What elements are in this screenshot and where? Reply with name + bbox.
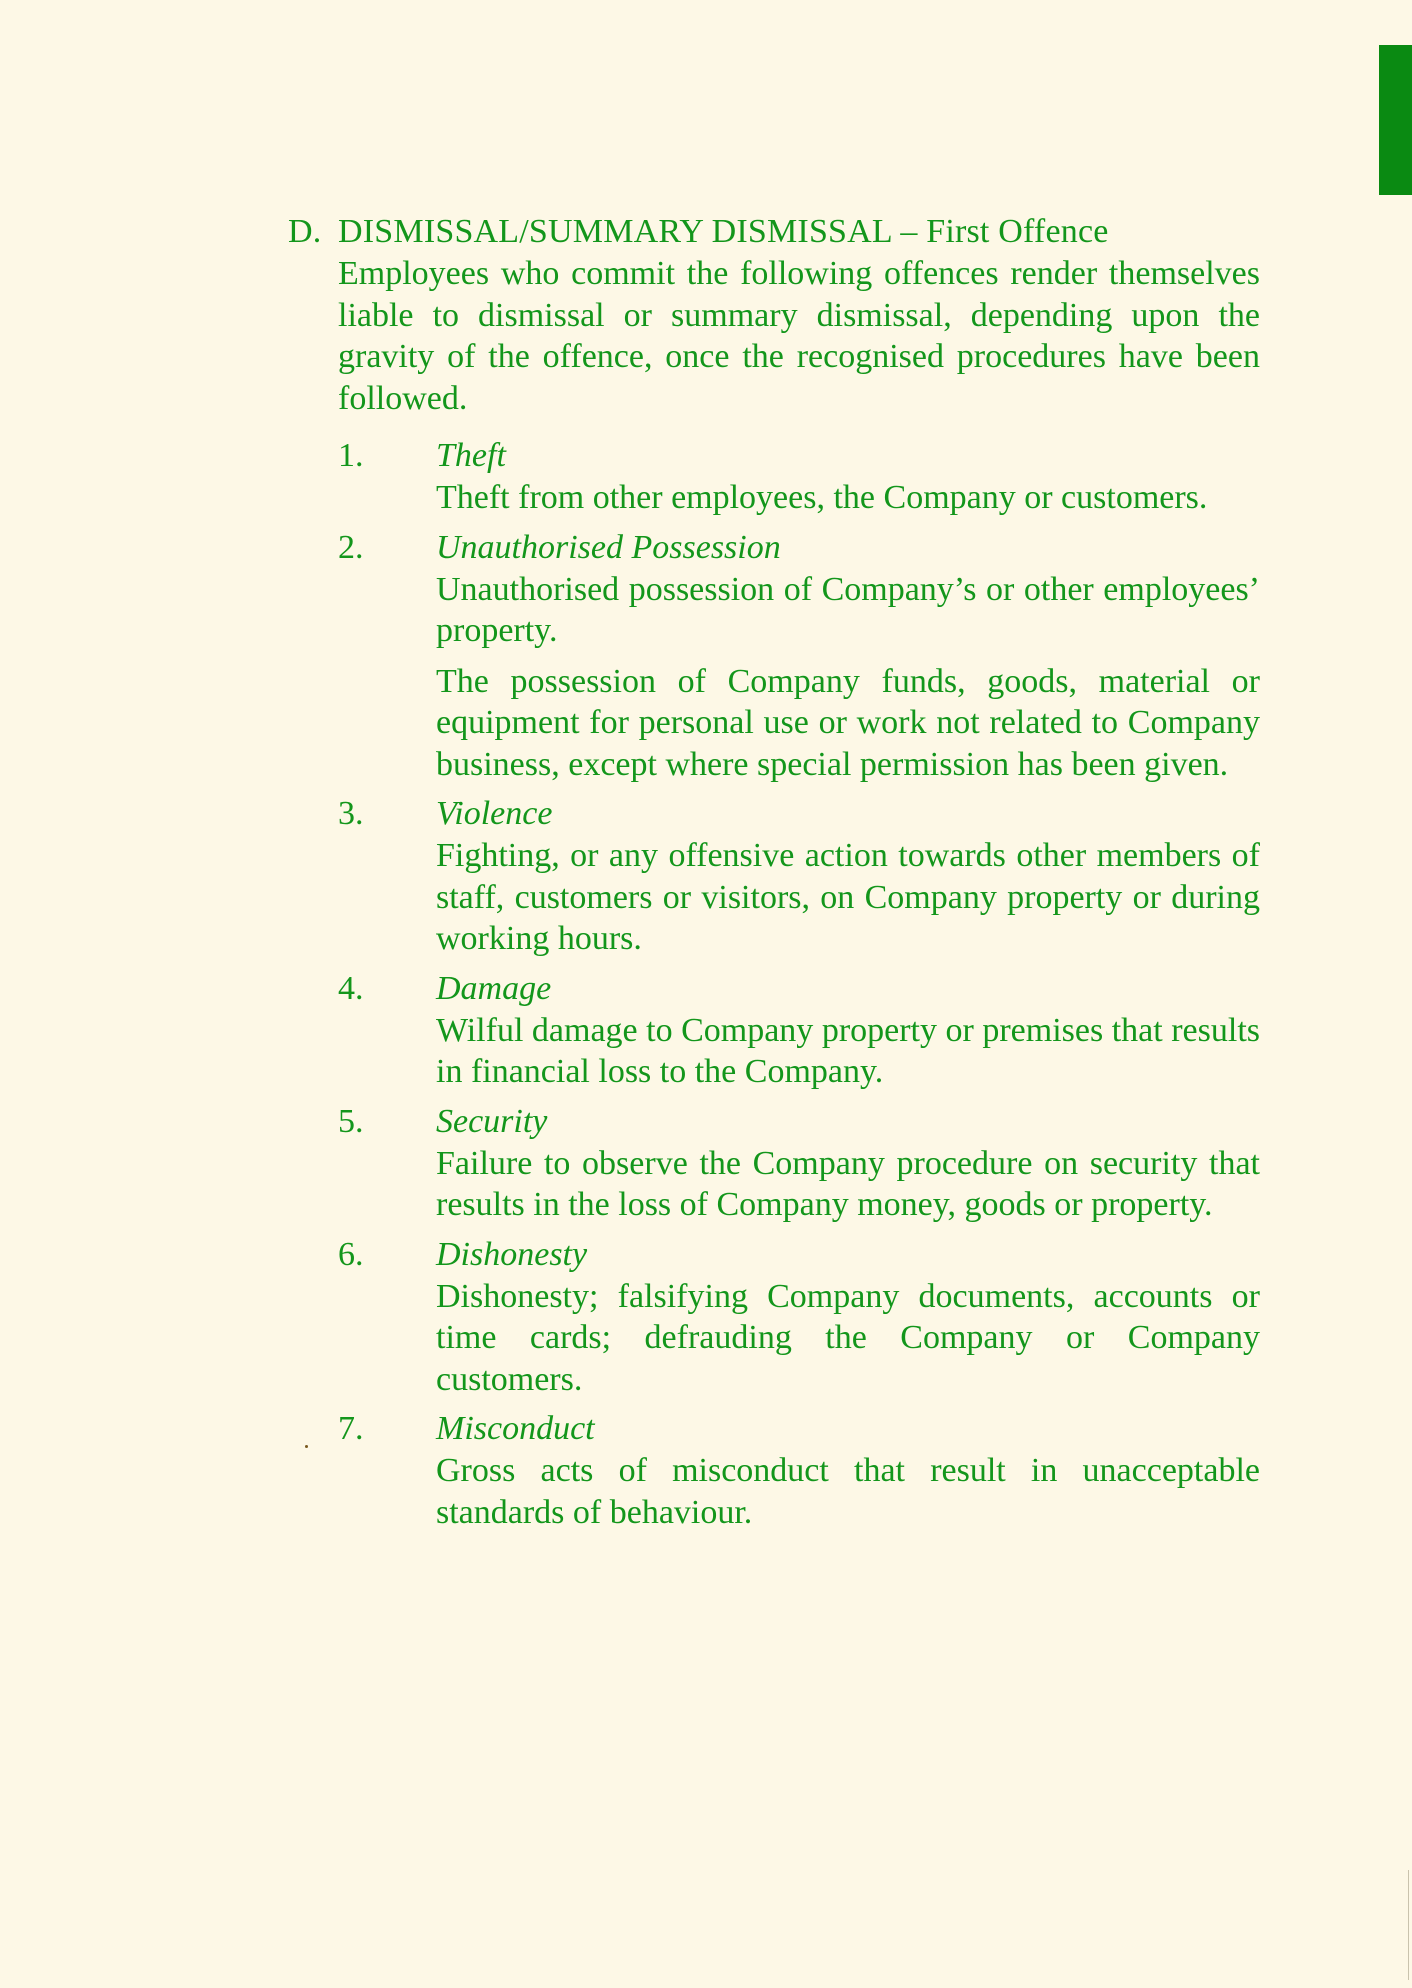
item-description-extra: The possession of Company funds, goods, material or equipment for personal use or work not related to Company business, except where special permission has been given. bbox=[436, 662, 1260, 783]
page-edge-tab bbox=[1379, 45, 1412, 195]
offence-item-dishonesty bbox=[288, 1234, 1260, 1401]
item-number: 1. bbox=[338, 437, 364, 474]
item-number: 4. bbox=[338, 969, 364, 1007]
section-title: DISMISSAL/SUMMARY DISMISSAL – First Offence bbox=[338, 213, 1109, 250]
item-title: Security bbox=[436, 1102, 548, 1140]
section-intro: Employees who commit the following offences render themselves liable to dismissal or summary dismissal, depending upon the gravity of the offence, once the recognised procedures have been followed. bbox=[338, 255, 1260, 417]
offence-item-theft bbox=[288, 435, 1260, 519]
item-description: Theft from other employees, the Company or customers. bbox=[436, 479, 1208, 516]
page-edge-mark bbox=[1408, 1870, 1409, 1980]
item-description: Unauthorised possession of Company’s or other employees’ property. bbox=[436, 570, 1260, 649]
section-letter: D. bbox=[288, 213, 322, 250]
item-number: 7. bbox=[338, 1410, 364, 1447]
item-number: 5. bbox=[338, 1102, 364, 1140]
item-number: 6. bbox=[338, 1235, 364, 1273]
item-description: Wilful damage to Company property or premises that results in financial loss to the Company. bbox=[436, 1011, 1260, 1090]
item-number: 3. bbox=[338, 795, 364, 832]
item-title: Dishonesty bbox=[436, 1235, 588, 1273]
item-title: Theft bbox=[436, 437, 506, 474]
offence-list bbox=[288, 435, 1260, 1533]
item-title: Misconduct bbox=[436, 1410, 595, 1447]
item-title: Violence bbox=[436, 795, 553, 832]
offence-item-security bbox=[288, 1101, 1260, 1226]
section-heading bbox=[288, 211, 1260, 253]
offence-item-damage bbox=[288, 968, 1260, 1093]
offence-item-misconduct bbox=[288, 1408, 1260, 1533]
item-number: 2. bbox=[338, 528, 364, 566]
item-description: Failure to observe the Company procedure on security that results in the loss of Company money, goods or property. bbox=[436, 1144, 1260, 1223]
item-description: Gross acts of misconduct that result in unacceptable standards of behaviour. bbox=[436, 1452, 1260, 1531]
item-description: Dishonesty; falsifying Company documents, accounts or time cards; defrauding the Company or Company customers. bbox=[436, 1277, 1260, 1398]
item-description: Fighting, or any offensive action towards other members of staff, customers or visitors, on Company property or during working hours. bbox=[436, 837, 1260, 957]
item-title: Damage bbox=[436, 969, 552, 1007]
section-d bbox=[288, 211, 1260, 1541]
item-title: Unauthorised Possession bbox=[436, 528, 781, 566]
offence-item-unauthorised-possession bbox=[288, 527, 1260, 786]
offence-item-violence bbox=[288, 793, 1260, 960]
